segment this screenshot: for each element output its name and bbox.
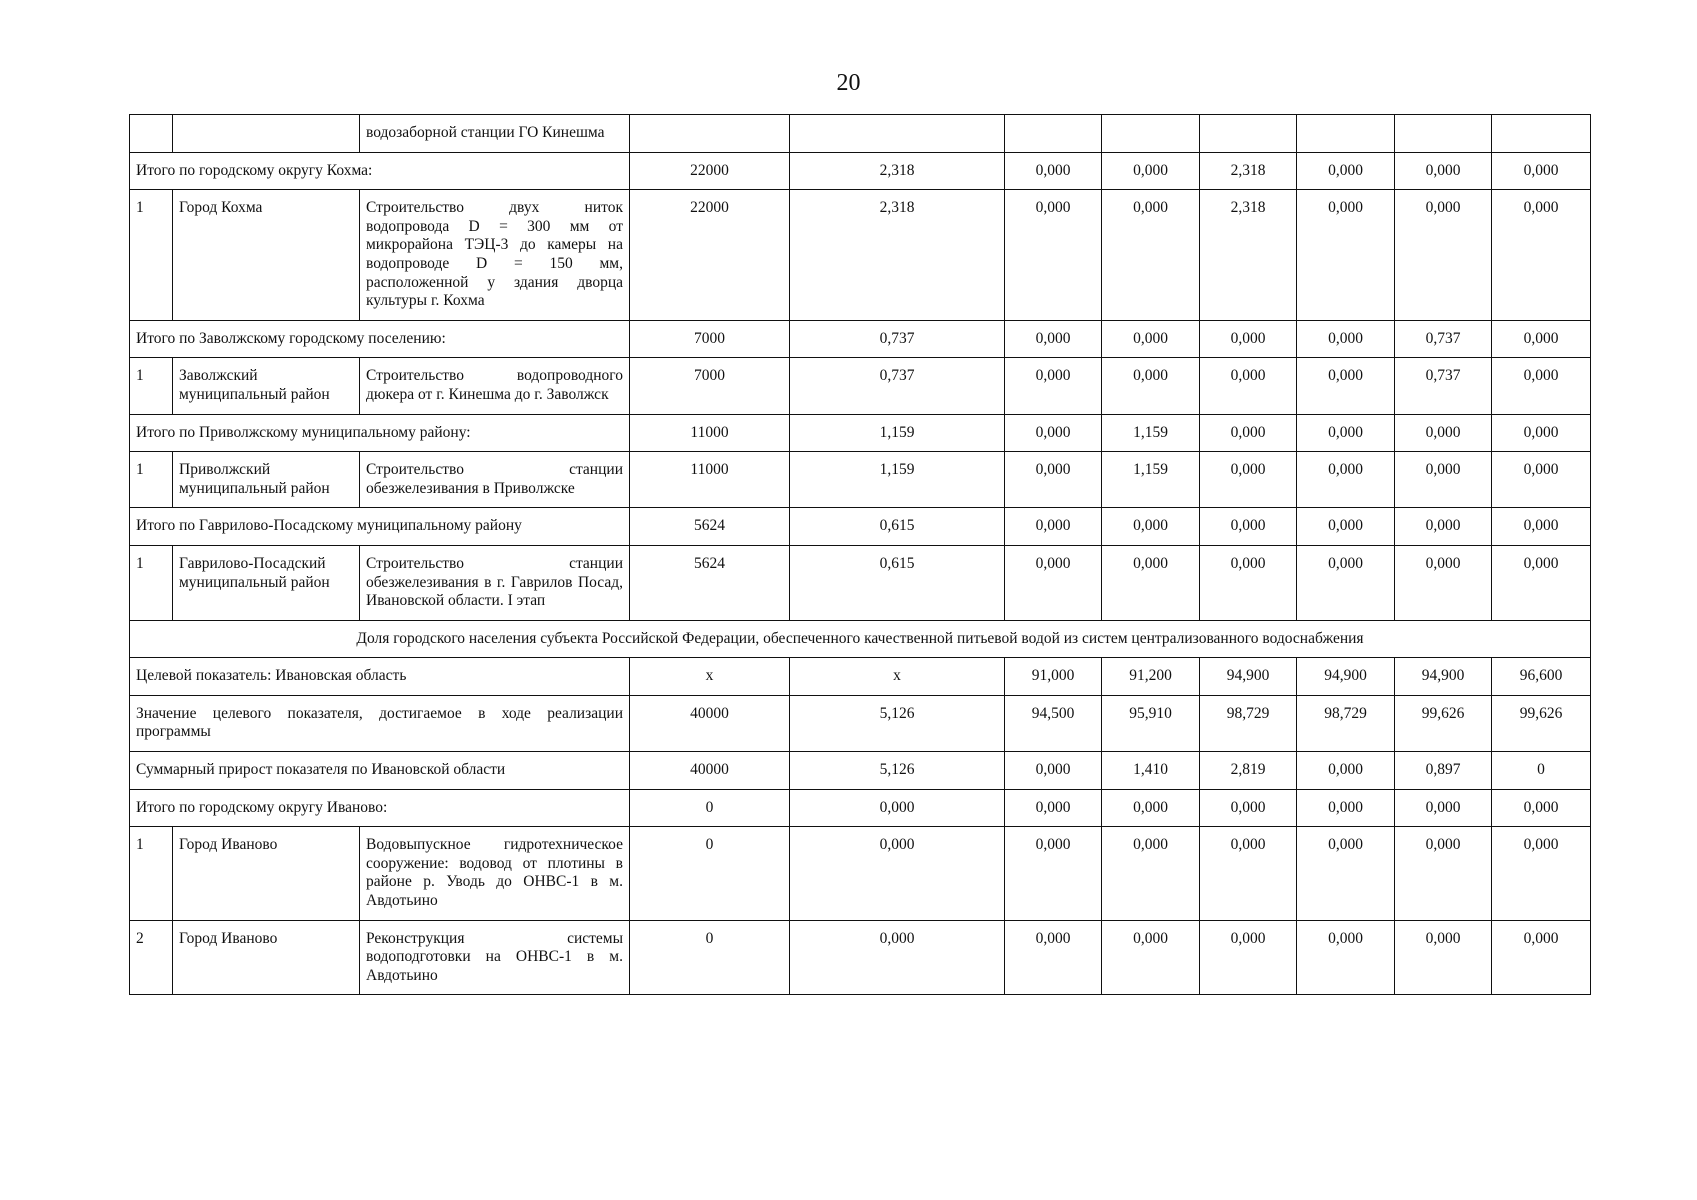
value-cell: х xyxy=(790,658,1005,696)
value-cell: 11000 xyxy=(630,452,790,508)
value-cell: 2,318 xyxy=(790,190,1005,321)
value-cell: 0,000 xyxy=(1200,508,1297,546)
number-cell: 1 xyxy=(130,827,173,920)
value-cell: 0,615 xyxy=(790,545,1005,620)
value-cell: 0,000 xyxy=(1492,827,1591,920)
table-row-item xyxy=(130,545,1591,620)
value-cell: 0,000 xyxy=(1395,190,1492,321)
value-cell: 0,000 xyxy=(1200,452,1297,508)
table-row-summary xyxy=(130,789,1591,827)
project-description-cell: Реконструкция системы водоподготовки на ОНВС-1 в м. Авдотьино xyxy=(360,920,630,995)
summary-label-cell: Итого по городскому округу Иваново: xyxy=(130,789,630,827)
value-cell: 5624 xyxy=(630,508,790,546)
table-row-summary xyxy=(130,152,1591,190)
value-cell: 0,000 xyxy=(1200,920,1297,995)
value-cell: 0,000 xyxy=(1005,545,1102,620)
value-cell: 0,000 xyxy=(1492,414,1591,452)
value-cell xyxy=(1005,115,1102,153)
value-cell: 0,000 xyxy=(1297,190,1395,321)
value-cell: 0,000 xyxy=(790,920,1005,995)
project-description-cell: Строительство станции обезжелезивания в Приволжске xyxy=(360,452,630,508)
value-cell: 7000 xyxy=(630,358,790,414)
value-cell: 0,000 xyxy=(1492,152,1591,190)
value-cell: 0 xyxy=(630,789,790,827)
value-cell: 0,737 xyxy=(790,358,1005,414)
value-cell: 0,000 xyxy=(1200,414,1297,452)
value-cell: 0,000 xyxy=(1102,789,1200,827)
value-cell: 0,897 xyxy=(1395,752,1492,790)
value-cell: 98,729 xyxy=(1200,695,1297,751)
value-cell: 0,000 xyxy=(1492,452,1591,508)
value-cell: х xyxy=(630,658,790,696)
value-cell: 1,159 xyxy=(790,452,1005,508)
value-cell: 1,410 xyxy=(1102,752,1200,790)
value-cell: 94,500 xyxy=(1005,695,1102,751)
value-cell: 40000 xyxy=(630,695,790,751)
value-cell: 0,000 xyxy=(1200,789,1297,827)
value-cell: 0,000 xyxy=(790,827,1005,920)
value-cell: 0 xyxy=(630,827,790,920)
value-cell: 0,000 xyxy=(1005,752,1102,790)
project-description-cell: Строительство водопроводного дюкера от г. Кинешма до г. Заволжск xyxy=(360,358,630,414)
value-cell: 0,000 xyxy=(1395,152,1492,190)
value-cell: 40000 xyxy=(630,752,790,790)
summary-label-cell: Суммарный прирост показателя по Ивановской области xyxy=(130,752,630,790)
value-cell: 91,000 xyxy=(1005,658,1102,696)
value-cell: 0,000 xyxy=(1297,358,1395,414)
municipality-cell: Город Иваново xyxy=(173,920,360,995)
value-cell: 11000 xyxy=(630,414,790,452)
value-cell: 0,000 xyxy=(1395,789,1492,827)
table-row-item xyxy=(130,920,1591,995)
value-cell: 0,000 xyxy=(1102,508,1200,546)
value-cell: 0,000 xyxy=(1102,545,1200,620)
value-cell: 0,000 xyxy=(790,789,1005,827)
value-cell: 91,200 xyxy=(1102,658,1200,696)
value-cell: 0,000 xyxy=(1005,190,1102,321)
value-cell: 0,000 xyxy=(1297,320,1395,358)
value-cell: 7000 xyxy=(630,320,790,358)
number-cell: 1 xyxy=(130,358,173,414)
value-cell: 0 xyxy=(630,920,790,995)
project-description-cell: Строительство двух ниток водопровода D = 300 мм от микрорайона ТЭЦ-3 до камеры на водопроводе D = 150 мм, расположенной у здания дворца культуры г. Кохма xyxy=(360,190,630,321)
value-cell: 0,000 xyxy=(1395,827,1492,920)
value-cell: 0,737 xyxy=(790,320,1005,358)
municipality-cell: Заволжский муниципальный район xyxy=(173,358,360,414)
table-row-heading xyxy=(130,620,1591,658)
value-cell: 0,000 xyxy=(1200,358,1297,414)
value-cell: 94,900 xyxy=(1200,658,1297,696)
value-cell: 1,159 xyxy=(1102,414,1200,452)
value-cell: 0,000 xyxy=(1005,920,1102,995)
value-cell: 0,000 xyxy=(1200,545,1297,620)
table-row-summary xyxy=(130,320,1591,358)
value-cell: 0,000 xyxy=(1297,414,1395,452)
page-number: 20 xyxy=(836,70,861,96)
value-cell: 0,000 xyxy=(1395,508,1492,546)
value-cell: 94,900 xyxy=(1297,658,1395,696)
value-cell: 0,000 xyxy=(1005,508,1102,546)
summary-label-cell: Итого по Заволжскому городскому поселению: xyxy=(130,320,630,358)
value-cell: 0,000 xyxy=(1297,545,1395,620)
value-cell: 1,159 xyxy=(790,414,1005,452)
value-cell: 0,000 xyxy=(1297,789,1395,827)
value-cell: 0,000 xyxy=(1102,920,1200,995)
table-row-item xyxy=(130,827,1591,920)
value-cell: 0,000 xyxy=(1395,452,1492,508)
value-cell: 99,626 xyxy=(1395,695,1492,751)
value-cell xyxy=(1395,115,1492,153)
value-cell: 0,000 xyxy=(1005,358,1102,414)
value-cell: 2,819 xyxy=(1200,752,1297,790)
value-cell xyxy=(1492,115,1591,153)
value-cell xyxy=(1297,115,1395,153)
value-cell: 0,000 xyxy=(1297,920,1395,995)
number-cell xyxy=(130,115,173,153)
municipality-cell: Город Иваново xyxy=(173,827,360,920)
number-cell: 1 xyxy=(130,452,173,508)
value-cell: 0 xyxy=(1492,752,1591,790)
table-row-summary xyxy=(130,752,1591,790)
value-cell: 0,000 xyxy=(1297,508,1395,546)
value-cell: 5624 xyxy=(630,545,790,620)
value-cell: 2,318 xyxy=(1200,152,1297,190)
value-cell: 2,318 xyxy=(790,152,1005,190)
value-cell: 0,000 xyxy=(1297,152,1395,190)
municipality-cell: Гаврилово-Посадский муниципальный район xyxy=(173,545,360,620)
table-row-summary xyxy=(130,695,1591,751)
value-cell xyxy=(1200,115,1297,153)
value-cell: 22000 xyxy=(630,152,790,190)
table-row-item xyxy=(130,190,1591,321)
value-cell: 0,000 xyxy=(1005,320,1102,358)
value-cell: 0,000 xyxy=(1005,452,1102,508)
value-cell: 96,600 xyxy=(1492,658,1591,696)
value-cell: 0,000 xyxy=(1297,452,1395,508)
table-row-summary xyxy=(130,658,1591,696)
value-cell: 0,000 xyxy=(1395,414,1492,452)
value-cell xyxy=(790,115,1005,153)
value-cell: 0,000 xyxy=(1395,920,1492,995)
value-cell: 0,000 xyxy=(1297,827,1395,920)
table-row-cont xyxy=(130,115,1591,153)
value-cell xyxy=(1102,115,1200,153)
summary-label-cell: Целевой показатель: Ивановская область xyxy=(130,658,630,696)
value-cell: 0,000 xyxy=(1200,320,1297,358)
value-cell: 0,737 xyxy=(1395,320,1492,358)
value-cell: 0,737 xyxy=(1395,358,1492,414)
value-cell: 0,000 xyxy=(1492,190,1591,321)
value-cell: 0,000 xyxy=(1102,827,1200,920)
project-description-cell: Строительство станции обезжелезивания в г. Гаврилов Посад, Ивановской области. I этап xyxy=(360,545,630,620)
value-cell: 99,626 xyxy=(1492,695,1591,751)
number-cell: 1 xyxy=(130,545,173,620)
value-cell: 94,900 xyxy=(1395,658,1492,696)
municipality-cell: Город Кохма xyxy=(173,190,360,321)
value-cell: 0,000 xyxy=(1005,789,1102,827)
value-cell: 95,910 xyxy=(1102,695,1200,751)
summary-label-cell: Итого по Гаврилово-Посадскому муниципальному району xyxy=(130,508,630,546)
table-body xyxy=(130,115,1591,995)
project-description-cell: водозаборной станции ГО Кинешма xyxy=(360,115,630,153)
value-cell: 5,126 xyxy=(790,752,1005,790)
project-description-cell: Водовыпускное гидротехническое сооружение: водовод от плотины в районе р. Уводь до ОНВС-1 в м. Авдотьино xyxy=(360,827,630,920)
value-cell: 0,000 xyxy=(1492,920,1591,995)
summary-label-cell: Значение целевого показателя, достигаемое в ходе реализации программы xyxy=(130,695,630,751)
value-cell: 0,000 xyxy=(1005,827,1102,920)
section-heading-cell: Доля городского населения субъекта Российской Федерации, обеспеченного качественной питьевой водой из систем централизованного водоснабжения xyxy=(130,620,1591,658)
number-cell: 1 xyxy=(130,190,173,321)
value-cell: 0,000 xyxy=(1492,320,1591,358)
value-cell: 2,318 xyxy=(1200,190,1297,321)
value-cell: 0,000 xyxy=(1492,358,1591,414)
investment-table xyxy=(129,114,1591,995)
value-cell: 0,000 xyxy=(1102,320,1200,358)
value-cell: 0,000 xyxy=(1492,789,1591,827)
value-cell: 0,000 xyxy=(1395,545,1492,620)
value-cell: 0,000 xyxy=(1200,827,1297,920)
summary-label-cell: Итого по городскому округу Кохма: xyxy=(130,152,630,190)
table-row-item xyxy=(130,358,1591,414)
municipality-cell: Приволжский муниципальный район xyxy=(173,452,360,508)
table-row-item xyxy=(130,452,1591,508)
value-cell: 0,000 xyxy=(1102,358,1200,414)
table-row-summary xyxy=(130,414,1591,452)
number-cell: 2 xyxy=(130,920,173,995)
municipality-cell xyxy=(173,115,360,153)
value-cell: 0,000 xyxy=(1005,414,1102,452)
value-cell: 0,000 xyxy=(1102,152,1200,190)
value-cell xyxy=(630,115,790,153)
value-cell: 0,000 xyxy=(1102,190,1200,321)
value-cell: 22000 xyxy=(630,190,790,321)
value-cell: 0,000 xyxy=(1005,152,1102,190)
value-cell: 0,000 xyxy=(1492,508,1591,546)
value-cell: 1,159 xyxy=(1102,452,1200,508)
value-cell: 0,000 xyxy=(1297,752,1395,790)
table-row-summary xyxy=(130,508,1591,546)
value-cell: 5,126 xyxy=(790,695,1005,751)
value-cell: 0,000 xyxy=(1492,545,1591,620)
value-cell: 0,615 xyxy=(790,508,1005,546)
value-cell: 98,729 xyxy=(1297,695,1395,751)
summary-label-cell: Итого по Приволжскому муниципальному району: xyxy=(130,414,630,452)
